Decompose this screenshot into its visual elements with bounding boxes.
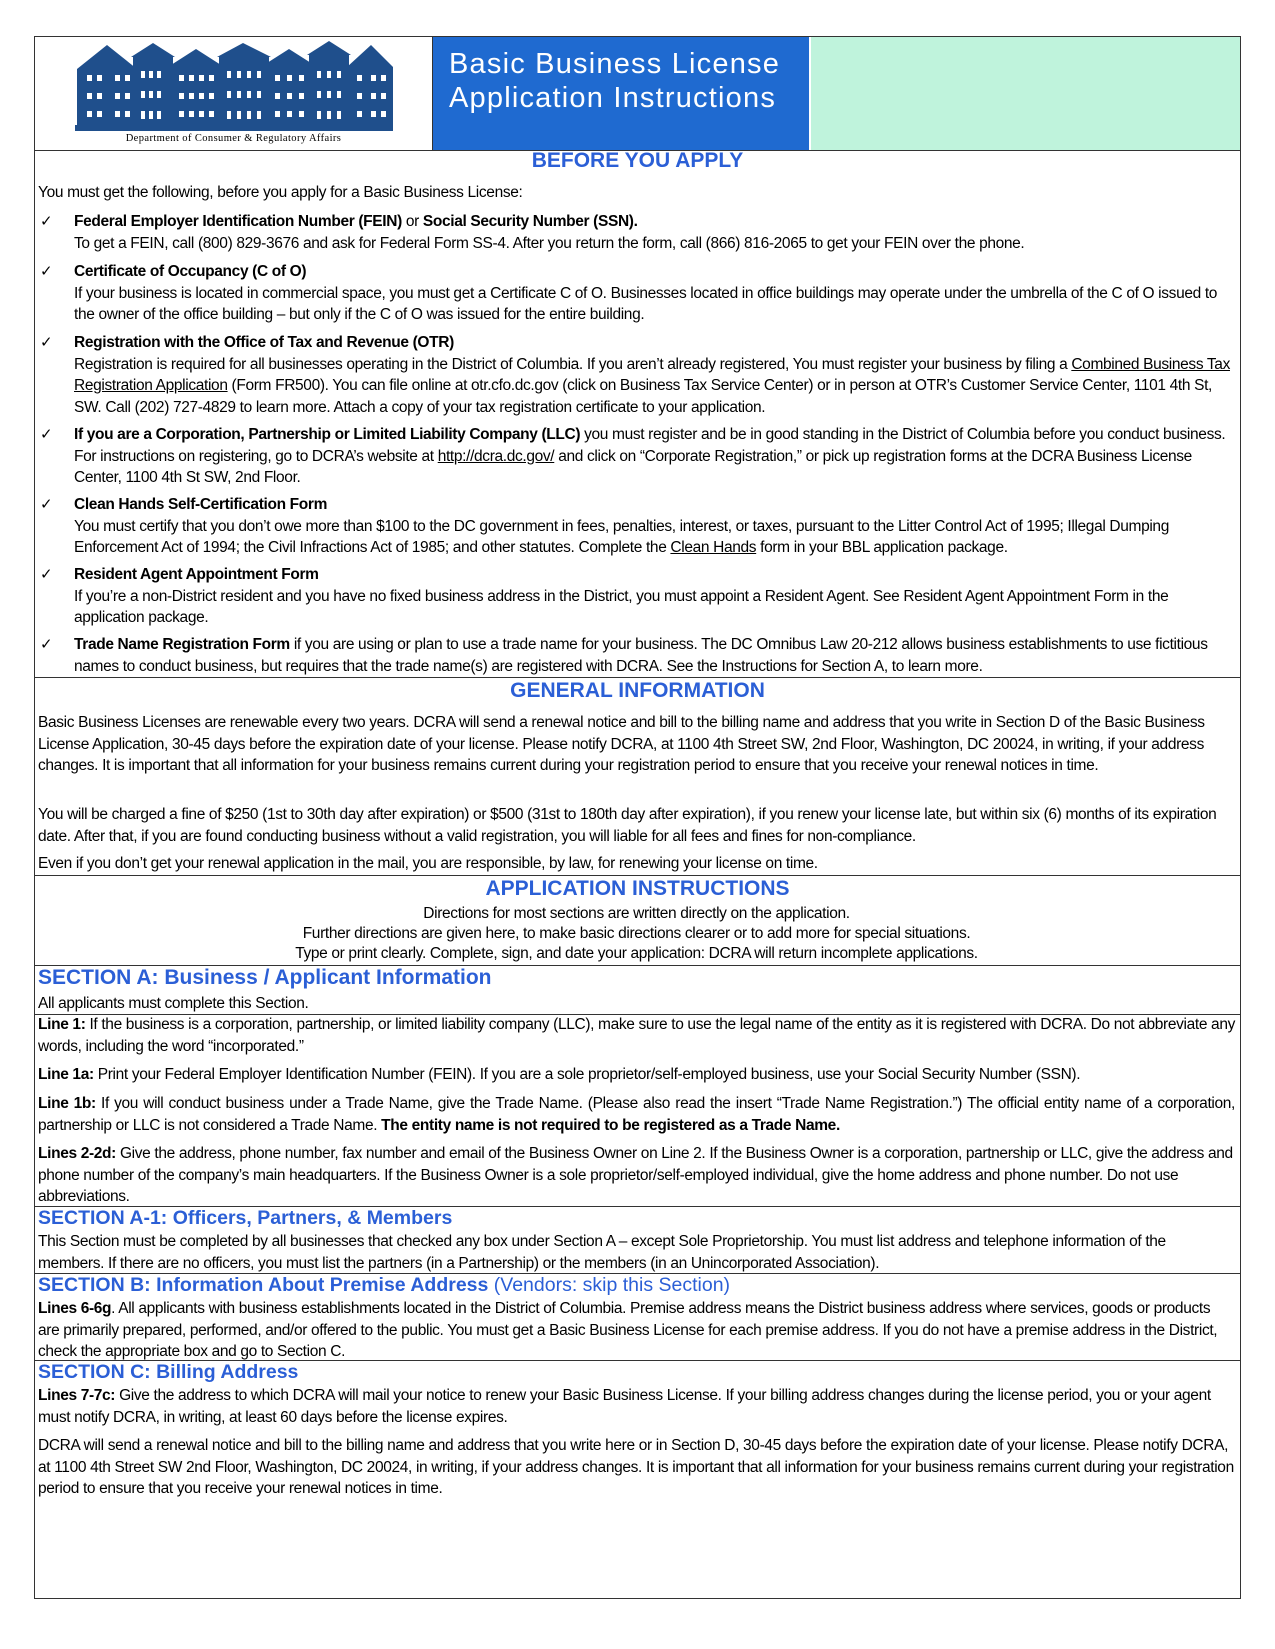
general-info-paragraph-1: Basic Business Licenses are renewable every two years. DCRA will send a renewal notice and bill to the billing name and address that you write in Section D of the Basic Business License Application, 30-45 days before the expiration date of your license. Please notify DCRA, at 1100 4th Street SW, 2nd Floor, Washington, DC 20024, in writing, if your address changes. It is important that all information for your business remains current during your registration period to ensure that you receive your renewal notices in time.: [38, 714, 1205, 774]
building-logo-icon: [75, 41, 393, 133]
checklist-item-certificate-of-occupancy: ✓ Certificate of Occupancy (C of O) If your business is located in commercial space, you must get a Certificate C of O. Businesses located in office buildings may operate under the umbrella of the C of O issued to the owner of the office building – but only if the C of O was issued for the entire building.: [40, 262, 1218, 323]
section-a-lines-2-2d: Lines 2-2d: Give the address, phone number, fax number and email of the Business Owner on Line 2. If the Business Owner is a corporation, partnership or LLC, give the address and phone number of the company’s main headquarters. If the Business Owner is a sole proprietor/self-employed individual, give the home address and phone number. Do not use abbreviations.: [38, 1145, 1233, 1205]
office-use-box: [811, 37, 1240, 150]
section-c-title: SECTION C: Billing Address: [38, 1361, 299, 1383]
section-a-line-1: Line 1: If the business is a corporation, partnership, or limited liability company (LLC), make sure to use the legal name of the entity as it is registered with DCRA. Do not abbreviate any words, including the word “incorporated.”: [38, 1016, 1235, 1055]
checklist-item-trade-name: ✓ Trade Name Registration Form if you are using or plan to use a trade name for your business. The DC Omnibus Law 20-212 allows business establishments to use fictitious names to conduct business, but requires that the trade name(s) are registered with DCRA. See the Instructions for Section A, to learn more.: [40, 635, 1208, 675]
combined-business-tax-registration-link[interactable]: Combined Business Tax Registration Application: [74, 355, 1230, 394]
instructions-line-3: Type or print clearly. Complete, sign, and date your application: DCRA will return incomplete applications.: [295, 945, 978, 962]
section-b-text: Lines 6-6g. All applicants with business establishments located in the District of Columbia. Premise address means the District business address where services, goods or products are primarily prepared, performed, and/or offered to the public. You must get a Basic Business License for each premise address. If you do not have a premise address in the District, check the appropriate box and go to Section C.: [38, 1300, 1218, 1360]
check-mark-icon: ✓: [40, 495, 53, 513]
document-title: Basic Business License Application Instructions: [449, 48, 781, 114]
clean-hands-link[interactable]: Clean Hands: [670, 539, 757, 556]
before-you-apply-intro: You must get the following, before you apply for a Basic Business License:: [38, 184, 523, 201]
checklist-item-clean-hands: ✓ Clean Hands Self-Certification Form You must certify that you don’t owe more than $100 to the DC government in fees, penalties, interest, or taxes, pursuant to the Litter Control Act of 1995; Illegal Dumping Enforcement Act of 1994; the Civil Infractions Act of 1985; and other statutes. Complete the Clean Hands form in your BBL application package.: [40, 495, 1169, 556]
section-b-note: (Vendors: skip this Section): [488, 1274, 731, 1296]
instructions-line-2: Further directions are given here, to make basic directions clearer or to add more for special situations.: [302, 925, 971, 942]
check-mark-icon: ✓: [40, 565, 53, 583]
general-info-paragraph-2: You will be charged a fine of $250 (1st to 30th day after expiration) or $500 (31st to 180th day after expiration), if you renew your license late, but within six (6) months of its expiration date. After that, if you are found conducting business without a valid registration, you will liable for all fees and fines for non-compliance.: [38, 806, 1217, 845]
agency-logo: [35, 37, 433, 150]
section-c-paragraph-2: DCRA will send a renewal notice and bill to the billing name and address that you write here or in Section D, 30-45 days before the expiration date of your license. Please notify DCRA, at 1100 4th Street SW 2nd Floor, Washington, DC 20024, in writing, if your address changes. It is important that all information for your business remains current during your registration period to ensure that you receive your renewal notices in time.: [38, 1437, 1234, 1497]
checklist-item-resident-agent: ✓ Resident Agent Appointment Form If you’re a non-District resident and you have no fixed business address in the District, you must appoint a Resident Agent. See Resident Agent Appointment Form in the application package.: [40, 565, 1169, 626]
header: [35, 37, 1240, 151]
check-mark-icon: ✓: [40, 333, 53, 351]
checklist-item-otr-registration: ✓ Registration with the Office of Tax and Revenue (OTR) Registration is required for all businesses operating in the District of Columbia. If you aren’t already registered, You must register your business by filing a Combined Business Tax Registration Application (Form FR500). You can file online at otr.cfo.dc.gov (click on Business Tax Service Center) or in person at OTR’s Customer Service Center, 1101 4th St, SW. Call (202) 727-4829 to learn more. Attach a copy of your tax registration certificate to your application.: [40, 333, 1230, 416]
section-a1-text: This Section must be completed by all businesses that checked any box under Section A – except Sole Proprietorship. You must list address and telephone information of the members. If there are no officers, you must list the partners (in a Partnership) or the members (in an Unincorporated Association).: [38, 1233, 1166, 1272]
checklist-item-fein: ✓ Federal Employer Identification Number (FEIN) or Social Security Number (SSN). To get a FEIN, call (800) 829-3676 and ask for Federal Form SS-4. After you return the form, call (866) 816-2065 to get your FEIN over the phone.: [40, 212, 1025, 252]
check-mark-icon: ✓: [40, 635, 53, 653]
check-mark-icon: ✓: [40, 212, 53, 230]
section-a-title: SECTION A: Business / Applicant Information: [38, 966, 492, 989]
section-a-line-1b: Line 1b: If you will conduct business under a Trade Name, give the Trade Name. (Please also read the insert “Trade Name Registration.”) The official entity name of a corporation, partnership or LLC is not considered a Trade Name. The entity name is not required to be registered as a Trade Name.: [38, 1095, 1235, 1134]
section-a-line-1a: Line 1a: Print your Federal Employer Identification Number (FEIN). If you are a sole proprietor/self-employed business, use your Social Security Number (SSN).: [38, 1066, 1081, 1083]
title-banner: [433, 37, 809, 150]
section-a-intro: All applicants must complete this Section.: [38, 995, 309, 1012]
section-c-lines-7-7c: Lines 7-7c: Give the address to which DCRA will mail your notice to renew your Basic Business License. If your billing address changes during the license period, you or your agent must notify DCRA, in writing, at least 60 days before the license expires.: [38, 1387, 1211, 1426]
agency-name: Department of Consumer & Regulatory Affairs: [125, 133, 342, 144]
general-info-paragraph-3: Even if you don’t get your renewal application in the mail, you are responsible, by law, for renewing your license on time.: [38, 855, 818, 872]
check-mark-icon: ✓: [40, 425, 53, 443]
section-b-title: SECTION B: Information About Premise Address (Vendors: skip this Section): [38, 1274, 731, 1296]
general-information-heading: GENERAL INFORMATION: [510, 679, 765, 702]
before-you-apply-heading: BEFORE YOU APPLY: [531, 149, 744, 172]
section-a1-title: SECTION A-1: Officers, Partners, & Members: [38, 1207, 453, 1229]
checklist-item-corporation: ✓ If you are a Corporation, Partnership or Limited Liability Company (LLC) you must register and be in good standing in the District of Columbia before you conduct business. For instructions on registering, go to DCRA’s website at http://dcra.dc.gov/ and click on “Corporate Registration,” or pick up registration forms at the DCRA Business License Center, 1100 4th St SW, 2nd Floor.: [40, 425, 1226, 486]
dcra-website-link[interactable]: http://dcra.dc.gov/: [437, 447, 555, 465]
check-mark-icon: ✓: [40, 262, 53, 280]
document-frame: [34, 36, 1241, 1599]
divider: [35, 677, 1240, 678]
application-instructions-heading: APPLICATION INSTRUCTIONS: [485, 877, 790, 900]
divider: [35, 875, 1240, 876]
instructions-line-1: Directions for most sections are written directly on the application.: [423, 905, 850, 922]
